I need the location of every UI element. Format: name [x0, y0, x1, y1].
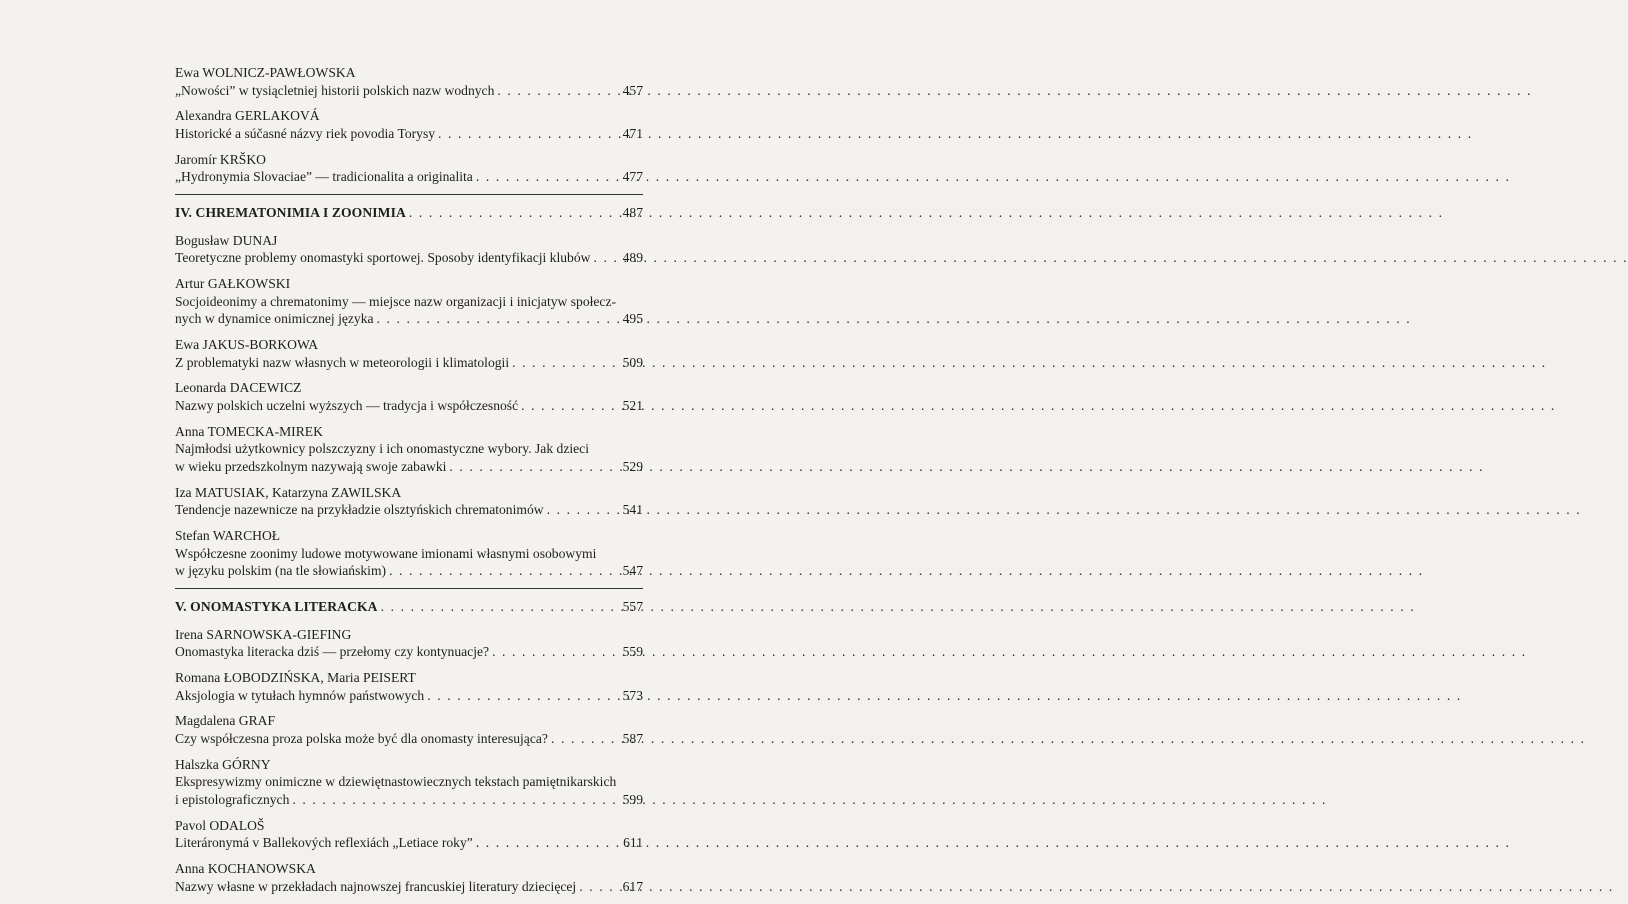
section-page-number: 487 [622, 205, 643, 221]
toc-title-text: Onomastyka literacka dziś — przełomy czy kontynuacje? [175, 644, 490, 660]
toc-author: Stefan WARCHOŁ [175, 528, 281, 544]
toc-title-text: Z problematyki nazw własnych w meteorologii i klimatologii [175, 354, 510, 370]
dot-leader [544, 501, 623, 519]
toc-author: Romana ŁOBODZIŃSKA, Maria PEISERT [175, 670, 416, 686]
section-title: IV. CHREMATONIMIA I ZOONIMIA [175, 205, 406, 221]
section-divider [175, 194, 643, 195]
toc-author: Leonarda DACEWICZ [175, 380, 302, 396]
toc-title-line [175, 354, 643, 372]
toc-title-line [175, 125, 643, 143]
toc-title-line [175, 562, 643, 580]
toc-title-line [175, 730, 643, 748]
page-number: 599 [622, 792, 643, 808]
section-page-number: 557 [622, 599, 643, 615]
toc-title-line-wrapped [175, 440, 643, 458]
toc-author: Pavol ODALOŠ [175, 817, 265, 833]
toc-title-line [175, 249, 643, 267]
toc-title-text: „Nowości” w tysiącletniej historii polskich nazw wodnych [175, 82, 495, 98]
toc-entry [175, 626, 643, 661]
toc-entry [175, 64, 643, 99]
toc-title-line [175, 687, 643, 705]
toc-title-text: „Hydronymia Slovaciae” — tradicionalita a originalita [175, 169, 473, 185]
dot-leader [473, 168, 623, 186]
toc-title-text: Współczesne zoonimy ludowe motywowane imionami własnymi osobowymi [175, 545, 597, 561]
toc-title-line [175, 791, 643, 809]
page-number: 495 [622, 311, 643, 327]
toc-title-text: Nazwy polskich uczelni wyższych — tradycja i współczesność [175, 398, 519, 414]
toc-title-line-wrapped [175, 773, 643, 791]
toc-author: Ewa WOLNICZ-PAWŁOWSKA [175, 65, 356, 80]
toc-title-line [175, 397, 643, 415]
page-number: 587 [622, 731, 643, 747]
toc-title-text: Aksjologia w tytułach hymnów państwowych [175, 687, 425, 703]
page-number: 457 [622, 82, 643, 98]
dot-leader [289, 791, 622, 809]
toc-author: Halszka GÓRNY [175, 756, 271, 772]
dot-leader [548, 730, 623, 748]
page-number: 477 [622, 169, 643, 185]
dot-leader [590, 249, 622, 267]
page-number: 547 [622, 563, 643, 579]
page-number: 489 [622, 250, 643, 266]
page-number: 529 [622, 459, 643, 474]
toc-entry [175, 107, 643, 142]
toc-title-line-wrapped [175, 293, 643, 311]
toc-title-text: Tendencje nazewnicze na przykładzie olsztyńskich chrematonimów [175, 502, 544, 518]
dot-leader [518, 397, 622, 415]
dot-leader [435, 125, 623, 143]
dot-leader [576, 878, 622, 896]
toc-entry [175, 336, 643, 371]
toc-title-line [175, 310, 643, 328]
dot-leader [374, 310, 623, 328]
toc-author: Anna KOCHANOWSKA [175, 861, 316, 877]
toc-author: Alexandra GERLAKOVÁ [175, 108, 320, 124]
toc-entry [175, 379, 643, 414]
toc-title-line [175, 643, 643, 661]
section-title: V. ONOMASTYKA LITERACKA [175, 599, 378, 615]
toc-title-line [175, 82, 643, 100]
dot-leader [509, 354, 623, 372]
toc-title-line [175, 878, 643, 896]
toc-author: Artur GAŁKOWSKI [175, 276, 291, 292]
toc-title-line-wrapped [175, 545, 643, 563]
page-number: 509 [622, 354, 643, 370]
toc-title-line [175, 168, 643, 186]
toc-author: Irena SARNOWSKA-GIEFING [175, 626, 352, 642]
dot-leader [386, 562, 623, 580]
toc-title-line [175, 834, 643, 852]
toc-entry [175, 423, 643, 476]
toc-title-text: Teoretyczne problemy onomastyki sportowej. Sposoby identyfikacji klubów [175, 250, 591, 266]
toc-title-line [175, 458, 643, 476]
toc-title-line [175, 501, 643, 519]
toc-author: Bogusław DUNAJ [175, 232, 278, 248]
toc-entry [175, 275, 643, 328]
table-of-contents [175, 64, 643, 904]
dot-leader [489, 643, 623, 661]
book-page [0, 0, 800, 894]
toc-author: Jaromír KRŠKO [175, 151, 267, 167]
toc-title-text: Nazwy własne w przekładach najnowszej francuskiej literatury dziecięcej [175, 878, 577, 894]
page-number: 559 [622, 644, 643, 660]
toc-entry [175, 484, 643, 519]
toc-author: Iza MATUSIAK, Katarzyna ZAWILSKA [175, 484, 402, 500]
toc-title-text: Socjoideonimy a chrematonimy — miejsce nazw organizacji i inicjatyw społecz- [175, 293, 617, 309]
dot-leader [446, 458, 622, 476]
toc-entry [175, 817, 643, 852]
dot-leader [378, 598, 623, 616]
section-heading [175, 598, 643, 616]
toc-author: Anna TOMECKA-MIREK [175, 423, 323, 439]
toc-entry [175, 712, 643, 747]
page-number: 521 [622, 398, 643, 414]
dot-leader [494, 82, 622, 100]
toc-title-text: Historické a súčasné názvy riek povodia Torysy [175, 125, 436, 141]
toc-title-text: i epistolograficznych [175, 792, 290, 808]
toc-title-text: nych w dynamice onimicznej języka [175, 311, 374, 327]
toc-title-text: w języku polskim (na tle słowiańskim) [175, 563, 387, 579]
dot-leader [473, 834, 623, 852]
toc-title-text: w wieku przedszkolnym nazywają swoje zabawki [175, 459, 447, 474]
page-number: 573 [622, 687, 643, 703]
section-divider [175, 588, 643, 589]
toc-entry [175, 527, 643, 580]
toc-title-text: Ekspresywizmy onimiczne w dziewiętnastowiecznych tekstach pamiętnikarskich [175, 774, 617, 790]
toc-entry [175, 756, 643, 809]
toc-title-text: Najmłodsi użytkownicy polszczyzny i ich onomastyczne wybory. Jak dzieci [175, 441, 589, 457]
toc-author: Ewa JAKUS-BORKOWA [175, 337, 319, 353]
toc-entry [175, 669, 643, 704]
toc-entry [175, 232, 643, 267]
page-number: 541 [622, 502, 643, 518]
toc-title-text: Literáronymá v Ballekových reflexiách „Letiace roky” [175, 835, 473, 851]
toc-author: Magdalena GRAF [175, 713, 276, 729]
toc-entry [175, 151, 643, 186]
page-number: 471 [622, 125, 643, 141]
dot-leader [406, 204, 623, 222]
section-heading [175, 204, 643, 222]
dot-leader [424, 687, 622, 705]
toc-entry [175, 860, 643, 895]
page-number: 611 [623, 835, 643, 851]
toc-title-text: Czy współczesna proza polska może być dla onomasty interesująca? [175, 731, 548, 747]
page-number: 617 [622, 878, 643, 894]
